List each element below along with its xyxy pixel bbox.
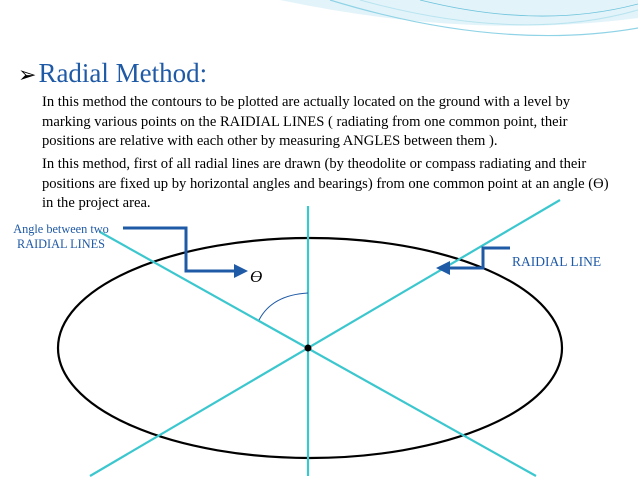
radial-line-label: RAIDIAL LINE xyxy=(512,254,602,269)
paragraph-1: In this method the contours to be plotted are actually located on the ground with a level by marking various points on the RAIDIAL LINES ( radiating from one common point, their positions are relative with each other by measuring ANGLES between them ). xyxy=(42,94,571,149)
angle-arc xyxy=(259,293,308,320)
angle-pointer-arrowhead xyxy=(234,264,248,278)
theta-symbol: ϴ xyxy=(250,267,263,286)
slide-title-text: Radial Method: xyxy=(38,58,208,88)
center-point xyxy=(305,345,312,352)
angle-between-lines-label: Angle between two RAIDIAL LINES xyxy=(13,222,109,251)
angle-pointer-arrow xyxy=(123,228,236,271)
paragraph-2: In this method, first of all radial lines are drawn (by theodolite or compass radiating and their positions are fixed up by horizontal angles and bearings) from one common point at an angle (ϴ) in the project area. xyxy=(42,156,609,211)
radial-line-ne-sw xyxy=(90,200,560,476)
radial-pointer-arrowhead xyxy=(436,261,450,275)
arrow-bullet-icon: ➢ xyxy=(18,62,37,87)
